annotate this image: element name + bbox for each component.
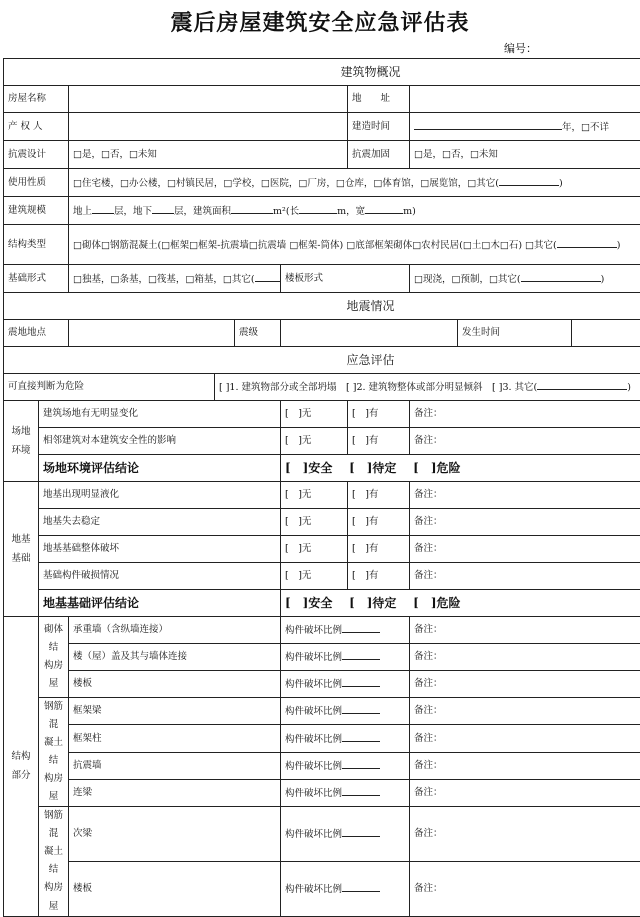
damage-ratio-label: 构件破坏比例 bbox=[285, 884, 342, 895]
site-item-name: 相邻建筑对本建筑安全性的影响 bbox=[39, 428, 281, 455]
build-time-label: 建造时间 bbox=[348, 113, 410, 141]
house-name-label: 房屋名称 bbox=[4, 86, 69, 113]
damage-ratio-field[interactable] bbox=[281, 779, 410, 806]
structure-item-name: 抗震墙 bbox=[69, 752, 281, 779]
direct-danger-options[interactable] bbox=[215, 374, 640, 401]
earthquake-location-field[interactable] bbox=[69, 320, 235, 347]
seismic-design-label: 抗震设计 bbox=[4, 141, 69, 169]
foundation-other-blank[interactable] bbox=[255, 272, 281, 282]
structure-item-name: 楼板 bbox=[69, 671, 281, 698]
structure-type-end: ) bbox=[617, 240, 621, 251]
rc-group-2-label bbox=[39, 807, 69, 916]
scale-above-label: 地上 bbox=[73, 206, 92, 217]
structure-item-name: 次梁 bbox=[69, 807, 281, 862]
foundation-item-name: 地基出现明显液化 bbox=[39, 482, 281, 509]
damage-ratio-blank[interactable] bbox=[342, 650, 380, 660]
site-safe-checkbox[interactable]: [ ]安全 bbox=[285, 461, 332, 475]
foundation-item-none-checkbox[interactable]: [ ]无 bbox=[281, 536, 348, 563]
site-group-label bbox=[4, 401, 39, 482]
damage-ratio-blank[interactable] bbox=[342, 704, 380, 714]
scale-field[interactable] bbox=[69, 197, 640, 225]
site-item-name: 建筑场地有无明显变化 bbox=[39, 401, 281, 428]
site-item-has-checkbox[interactable]: [ ]有 bbox=[348, 428, 410, 455]
damage-ratio-field[interactable] bbox=[281, 861, 410, 916]
structure-item-name: 框架柱 bbox=[69, 725, 281, 752]
danger-other-blank[interactable] bbox=[537, 380, 627, 390]
structure-item-note[interactable]: 备注： bbox=[410, 671, 640, 698]
site-item-none-checkbox[interactable]: [ ]无 bbox=[281, 428, 348, 455]
foundation-type-options[interactable] bbox=[69, 265, 281, 293]
damage-ratio-label: 构件破坏比例 bbox=[285, 625, 342, 636]
structure-item-note[interactable]: 备注： bbox=[410, 617, 640, 644]
site-item-none-checkbox[interactable]: [ ]无 bbox=[281, 401, 348, 428]
damage-ratio-blank[interactable] bbox=[342, 677, 380, 687]
owner-label: 产 权 人 bbox=[4, 113, 69, 141]
build-time-suffix: 年，□不详 bbox=[562, 122, 609, 133]
site-item-has-checkbox[interactable]: [ ]有 bbox=[348, 401, 410, 428]
foundation-conclusion-options[interactable] bbox=[281, 590, 640, 617]
section-header-overview: 建筑物概况 bbox=[4, 59, 640, 86]
build-time-field[interactable] bbox=[410, 113, 640, 141]
build-year-blank[interactable] bbox=[414, 120, 562, 130]
damage-ratio-field[interactable] bbox=[281, 752, 410, 779]
page-title: 震后房屋建筑安全应急评估表 bbox=[0, 6, 640, 37]
damage-ratio-field[interactable] bbox=[281, 698, 410, 725]
foundation-item-name: 地基基础整体破坏 bbox=[39, 536, 281, 563]
floor-other-blank[interactable] bbox=[521, 272, 601, 282]
floor-type-label: 楼板形式 bbox=[281, 265, 410, 293]
scale-label: 建筑规模 bbox=[4, 197, 69, 225]
scale-area-label: 层，建筑面积 bbox=[174, 206, 231, 217]
damage-ratio-blank[interactable] bbox=[342, 759, 380, 769]
site-item-note[interactable]: 备注： bbox=[410, 428, 640, 455]
damage-ratio-field[interactable] bbox=[281, 671, 410, 698]
structure-item-note[interactable]: 备注： bbox=[410, 752, 640, 779]
site-danger-checkbox[interactable]: [ ]危险 bbox=[413, 461, 460, 475]
foundation-type-label: 基础形式 bbox=[4, 265, 69, 293]
earthquake-intensity-label: 震级 bbox=[235, 320, 281, 347]
structure-item-note[interactable]: 备注： bbox=[410, 779, 640, 806]
earthquake-intensity-field[interactable] bbox=[281, 320, 458, 347]
rc-group-label bbox=[39, 698, 69, 807]
section-header-earthquake: 地震情况 bbox=[4, 293, 640, 320]
masonry-group-label bbox=[39, 617, 69, 698]
damage-ratio-field[interactable] bbox=[281, 725, 410, 752]
foundation-item-note[interactable]: 备注： bbox=[410, 563, 640, 590]
floor-type-end: ) bbox=[601, 274, 605, 285]
earthquake-location-label: 震地地点 bbox=[4, 320, 69, 347]
foundation-item-name: 基础构件破损情况 bbox=[39, 563, 281, 590]
masonry-group-label-text: 砌体结 构房屋 bbox=[44, 624, 63, 689]
site-conclusion-options[interactable] bbox=[281, 455, 640, 482]
damage-ratio-blank[interactable] bbox=[342, 786, 380, 796]
foundation-danger-checkbox[interactable]: [ ]危险 bbox=[413, 596, 460, 610]
foundation-item-has-checkbox[interactable]: [ ]有 bbox=[348, 509, 410, 536]
section-header-emergency: 应急评估 bbox=[4, 347, 640, 374]
structure-item-name: 楼（屋）盖及其与墙体连接 bbox=[69, 644, 281, 671]
direct-danger-options-text: [ ]1. 建筑物部分或全部坍塌 [ ]2. 建筑物整体或部分明显倾斜 [ ]3. 其它( bbox=[219, 382, 537, 393]
structure-item-note[interactable]: 备注： bbox=[410, 861, 640, 916]
foundation-item-note[interactable]: 备注： bbox=[410, 482, 640, 509]
damage-ratio-blank[interactable] bbox=[342, 882, 380, 892]
damage-ratio-label: 构件破坏比例 bbox=[285, 652, 342, 663]
structure-type-options[interactable] bbox=[69, 225, 640, 265]
foundation-item-note[interactable]: 备注： bbox=[410, 536, 640, 563]
floors-below-blank[interactable] bbox=[152, 204, 174, 214]
seismic-design-options[interactable]: □是，□否，□未知 bbox=[69, 141, 348, 169]
floor-type-options[interactable] bbox=[410, 265, 640, 293]
damage-ratio-field[interactable] bbox=[281, 807, 410, 862]
house-name-field[interactable] bbox=[69, 86, 348, 113]
site-pending-checkbox[interactable]: [ ]待定 bbox=[349, 461, 396, 475]
earthquake-time-field[interactable] bbox=[572, 320, 640, 347]
address-label: 地 址 bbox=[348, 86, 410, 113]
serial-number-label: 编号： bbox=[504, 40, 537, 56]
usage-options[interactable] bbox=[69, 169, 640, 197]
damage-ratio-blank[interactable] bbox=[342, 732, 380, 742]
structure-other-blank[interactable] bbox=[557, 238, 617, 248]
foundation-item-has-checkbox[interactable]: [ ]有 bbox=[348, 482, 410, 509]
earthquake-time-label: 发生时间 bbox=[458, 320, 572, 347]
usage-options-end: ) bbox=[559, 178, 563, 189]
damage-ratio-field[interactable] bbox=[281, 644, 410, 671]
structure-item-note[interactable]: 备注： bbox=[410, 725, 640, 752]
width-blank[interactable] bbox=[365, 204, 403, 214]
structure-group-label-text: 结构 部分 bbox=[11, 751, 30, 781]
site-item-note[interactable]: 备注： bbox=[410, 401, 640, 428]
usage-label: 使用性质 bbox=[4, 169, 69, 197]
scale-width-label: m，宽 bbox=[337, 206, 365, 217]
foundation-item-note[interactable]: 备注： bbox=[410, 509, 640, 536]
damage-ratio-label: 构件破坏比例 bbox=[285, 734, 342, 745]
foundation-group-label-text: 地基 基础 bbox=[11, 534, 30, 564]
address-field[interactable] bbox=[410, 86, 640, 113]
seismic-retrofit-label: 抗震加固 bbox=[348, 141, 410, 169]
damage-ratio-field[interactable] bbox=[281, 617, 410, 644]
foundation-item-name: 地基失去稳定 bbox=[39, 509, 281, 536]
usage-options-text: □住宅楼，□办公楼，□村镇民居，□学校，□医院，□厂房，□仓库，□体育馆，□展览馆，□其它( bbox=[73, 178, 499, 189]
usage-other-blank[interactable] bbox=[499, 176, 559, 186]
rc-group-label-text: 钢筋混 凝土结 构房屋 bbox=[44, 701, 63, 802]
owner-field[interactable] bbox=[69, 113, 348, 141]
structure-item-note[interactable]: 备注： bbox=[410, 644, 640, 671]
foundation-group-label bbox=[4, 482, 39, 617]
foundation-type-options-text: □独基，□条基，□筏基，□箱基，□其它( bbox=[73, 274, 255, 285]
foundation-item-has-checkbox[interactable]: [ ]有 bbox=[348, 563, 410, 590]
foundation-safe-checkbox[interactable]: [ ]安全 bbox=[285, 596, 332, 610]
structure-type-label: 结构类型 bbox=[4, 225, 69, 265]
floor-type-options-text: □现浇，□预制，□其它( bbox=[414, 274, 521, 285]
damage-ratio-label: 构件破坏比例 bbox=[285, 706, 342, 717]
structure-item-note[interactable]: 备注： bbox=[410, 698, 640, 725]
scale-below-label: 层，地下 bbox=[114, 206, 152, 217]
structure-group-label bbox=[4, 617, 39, 917]
damage-ratio-label: 构件破坏比例 bbox=[285, 679, 342, 690]
site-group-label-text: 场地 环境 bbox=[11, 426, 30, 456]
seismic-retrofit-options[interactable]: □是，□否，□未知 bbox=[410, 141, 640, 169]
structure-item-name: 连梁 bbox=[69, 779, 281, 806]
foundation-conclusion-label: 地基基础评估结论 bbox=[39, 590, 281, 617]
foundation-pending-checkbox[interactable]: [ ]待定 bbox=[349, 596, 396, 610]
structure-type-options-text: □砌体□钢筋混凝土(□框架□框架-抗震墙□抗震墙 □框架-筒体) □底部框架砌体□农村民居(□土□木□石) □其它( bbox=[73, 240, 557, 251]
damage-ratio-blank[interactable] bbox=[342, 827, 380, 837]
structure-item-name: 框架梁 bbox=[69, 698, 281, 725]
structure-item-name: 承重墙（含纵墙连接） bbox=[69, 617, 281, 644]
foundation-item-none-checkbox[interactable]: [ ]无 bbox=[281, 482, 348, 509]
length-blank[interactable] bbox=[299, 204, 337, 214]
area-blank[interactable] bbox=[231, 204, 273, 214]
assessment-form bbox=[3, 58, 640, 917]
direct-danger-label: 可直接判断为危险 bbox=[4, 374, 215, 401]
foundation-item-has-checkbox[interactable]: [ ]有 bbox=[348, 536, 410, 563]
foundation-item-none-checkbox[interactable]: [ ]无 bbox=[281, 509, 348, 536]
floors-above-blank[interactable] bbox=[92, 204, 114, 214]
structure-item-name: 楼板 bbox=[69, 861, 281, 916]
damage-ratio-label: 构件破坏比例 bbox=[285, 829, 342, 840]
damage-ratio-blank[interactable] bbox=[342, 623, 380, 633]
rc-group-2-label-text: 钢筋混 凝土结 构房屋 bbox=[44, 810, 63, 911]
scale-end: m) bbox=[403, 206, 416, 217]
damage-ratio-label: 构件破坏比例 bbox=[285, 788, 342, 799]
site-conclusion-label: 场地环境评估结论 bbox=[39, 455, 281, 482]
scale-length-label: m²(长 bbox=[273, 206, 299, 217]
damage-ratio-label: 构件破坏比例 bbox=[285, 761, 342, 772]
foundation-item-none-checkbox[interactable]: [ ]无 bbox=[281, 563, 348, 590]
direct-danger-end: ) bbox=[627, 382, 631, 393]
structure-item-note[interactable]: 备注： bbox=[410, 807, 640, 862]
